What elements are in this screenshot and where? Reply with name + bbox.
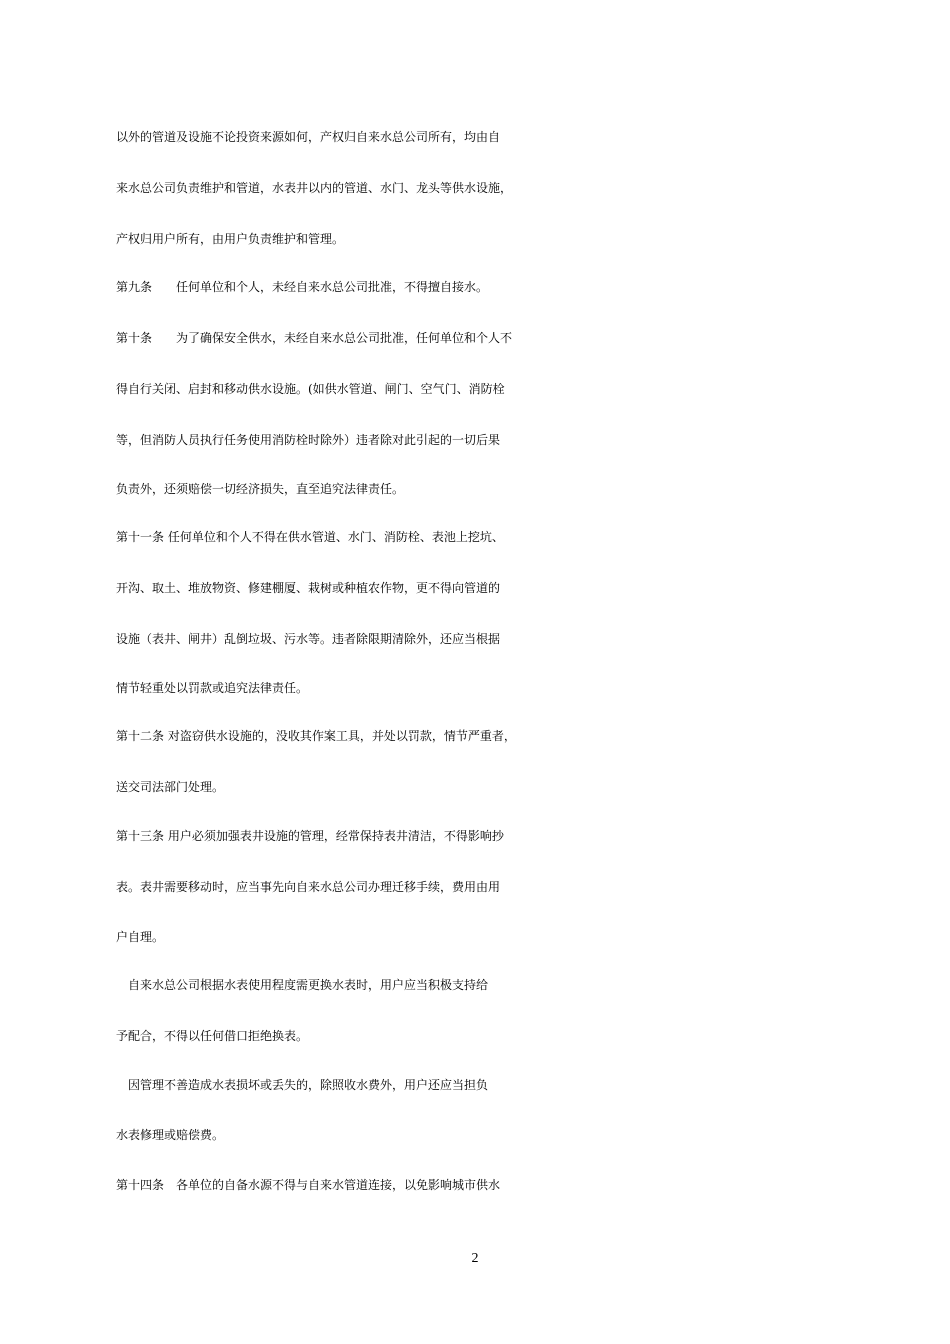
article-13: 第十三条 用户必须加强表井设施的管理，经常保持表井清洁，不得影响抄 [116,829,504,843]
article-10: 第十条 为了确保安全供水，未经自来水总公司批准，任何单位和个人不 [116,331,513,345]
text-line: 水表修理或赔偿费。 [116,1128,225,1142]
text-line: 以外的管道及设施不论投资来源如何，产权归自来水总公司所有，均由自 [116,130,501,144]
text-line: 产权归用户所有，由用户负责维护和管理。 [116,232,345,246]
article-14: 第十四条 各单位的自备水源不得与自来水管道连接，以免影响城市供水 [116,1178,501,1192]
text-line: 等，但消防人员执行任务使用消防栓时除外）违者除对此引起的一切后果 [116,433,501,447]
text-line: 予配合，不得以任何借口拒绝换表。 [116,1029,309,1043]
text-line: 表。表井需要移动时，应当事先向自来水总公司办理迁移手续，费用由用 [116,880,501,894]
text-line: 负责外，还须赔偿一切经济损失，直至追究法律责任。 [116,482,405,496]
text-line: 开沟、取土、堆放物资、修建棚厦、栽树或种植农作物，更不得向管道的 [116,581,501,595]
text-line: 设施（表井、闸井）乱倒垃圾、污水等。违者除限期清除外，还应当根据 [116,632,501,646]
paragraph-line: 因管理不善造成水表损坏或丢失的，除照收水费外，用户还应当担负 [116,1078,489,1092]
article-12: 第十二条 对盗窃供水设施的，没收其作案工具，并处以罚款，情节严重者， [116,729,516,743]
article-9: 第九条 任何单位和个人，未经自来水总公司批准，不得擅自接水。 [116,280,489,294]
text-line: 来水总公司负责维护和管道，水表井以内的管道、水门、龙头等供水设施， [116,181,513,195]
page-number: 2 [471,1251,479,1266]
text-line: 情节轻重处以罚款或追究法律责任。 [116,681,309,695]
text-line: 得自行关闭、启封和移动供水设施。(如供水管道、闸门、空气门、消防栓 [116,382,505,396]
text-line: 送交司法部门处理。 [116,780,225,794]
text-line: 户自理。 [116,930,165,944]
paragraph-line: 自来水总公司根据水表使用程度需更换水表时，用户应当积极支持给 [116,978,489,992]
article-11: 第十一条 任何单位和个人不得在供水管道、水门、消防栓、表池上挖坑、 [116,530,504,544]
